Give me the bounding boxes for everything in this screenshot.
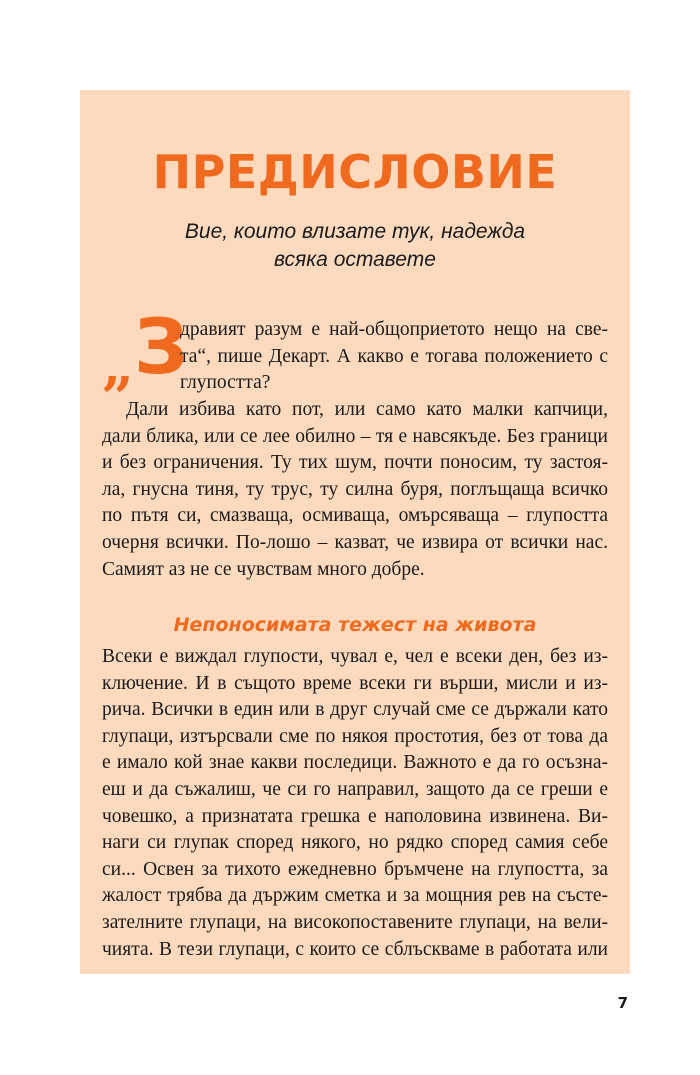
text-line: Всеки е виждал глупости, чувал е, чел е всеки ден, без из- bbox=[102, 646, 608, 667]
text-line: и без ограничения. Ту тих шум, почти поносим, ту застоя- bbox=[102, 452, 608, 474]
section-paragraph bbox=[102, 644, 608, 963]
text-line: рича. Всички в един или в друг случай сме се държали като bbox=[102, 699, 608, 721]
text-line: дравият разум е най-общоприетото нещо на све- bbox=[180, 319, 608, 340]
text-panel bbox=[80, 90, 630, 974]
text-line: наги си глупак според някого, но рядко според самия себе bbox=[102, 832, 608, 854]
page-number: 7 bbox=[617, 994, 628, 1012]
text-line: жалост трябва да държим сметка и за мощния рев на състе- bbox=[102, 885, 608, 907]
epigraph-line: всяка оставете bbox=[274, 248, 436, 271]
drop-cap-letter: З bbox=[134, 302, 188, 391]
text-line: ключение. И в същото време всеки ги върши, мисли и из- bbox=[102, 672, 608, 694]
text-line: човешко, а признатата грешка е наполовина извинена. Ви- bbox=[102, 805, 608, 827]
text-line: е имало кой знае какви последици. Важното е да го осъзна- bbox=[102, 752, 608, 774]
section-heading: Непоносимата тежест на живота bbox=[173, 613, 537, 636]
epigraph bbox=[140, 218, 570, 274]
text-line: очерня всички. По-лошо – казват, че извира от всички нас. bbox=[102, 531, 608, 553]
text-line: та“, пише Декарт. А какво е тогава положението с bbox=[180, 345, 608, 367]
text-line: чията. В тези глупаци, с които се сблъскваме в работата или bbox=[102, 938, 608, 960]
text-line: Дали избива като пот, или само като малки капчици, bbox=[126, 399, 608, 420]
opening-lines bbox=[180, 317, 608, 397]
epigraph-line: Вие, които влизате тук, надежда bbox=[184, 220, 526, 243]
opening-quote-mark: „ bbox=[102, 333, 135, 399]
text-line: ла, гнусна тиня, ту трус, ту силна буря, поглъщаща всичко bbox=[102, 478, 608, 500]
drop-cap bbox=[102, 302, 188, 399]
text-line: еш и да съжалиш, че си го направил, защото да се греши е bbox=[102, 778, 608, 800]
text-line: по пътя си, смазваща, осмиваща, омърсяваща – глупостта bbox=[102, 505, 608, 527]
text-line: глупостта? bbox=[180, 372, 271, 394]
text-line: глупаци, изтърсвали сме по някоя простотия, без от това да bbox=[102, 725, 608, 747]
text-line: Самият аз не се чувствам много добре. bbox=[102, 558, 425, 580]
opening-paragraph bbox=[102, 397, 608, 583]
text-line: дали блика, или се лее обилно – тя е навсякъде. Без граници bbox=[102, 425, 608, 447]
text-line: си... Освен за тихото ежедневно бръмчене на глупостта, за bbox=[102, 858, 608, 880]
text-line: зателните глупаци, на високопоставените глупаци, на вели- bbox=[102, 911, 608, 933]
chapter-title: ПРЕДИСЛОВИЕ bbox=[152, 145, 558, 199]
